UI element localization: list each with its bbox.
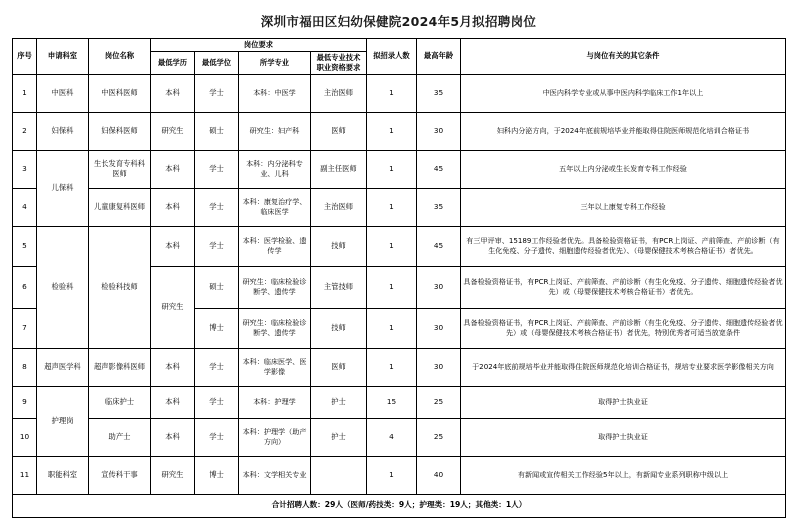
cell-major: 本科：临床医学、医学影像 bbox=[239, 348, 311, 386]
cell-post: 生长发育专科科医师 bbox=[89, 150, 151, 188]
cell-dept: 超声医学科 bbox=[37, 348, 89, 386]
table-row bbox=[13, 456, 786, 494]
cell-major: 本科：内分泌科专业、儿科 bbox=[239, 150, 311, 188]
cell-major: 本科：中医学 bbox=[239, 74, 311, 112]
table-row bbox=[13, 112, 786, 150]
cell-degree: 学士 bbox=[195, 150, 239, 188]
cell-num: 15 bbox=[367, 386, 417, 418]
page-title: 深圳市福田区妇幼保健院2024年5月拟招聘岗位 bbox=[260, 14, 537, 29]
cell-num: 1 bbox=[367, 226, 417, 266]
cell-age: 30 bbox=[417, 266, 461, 308]
cell-post: 助产士 bbox=[89, 418, 151, 456]
cell-no: 9 bbox=[13, 386, 37, 418]
cell-title: 主治医师 bbox=[311, 188, 367, 226]
cell-edu: 本科 bbox=[151, 150, 195, 188]
cell-no: 10 bbox=[13, 418, 37, 456]
cell-other: 取得护士执业证 bbox=[461, 386, 786, 418]
cell-dept: 职能科室 bbox=[37, 456, 89, 494]
column-header-no: 序号 bbox=[13, 39, 37, 75]
cell-other: 妇科内分泌方向，于2024年底前规培毕业并能取得住院医师规范化培训合格证书 bbox=[461, 112, 786, 150]
cell-other: 于2024年底前规培毕业并能取得住院医师规范化培训合格证书，规培专业要求医学影像相关方向 bbox=[461, 348, 786, 386]
cell-major: 本科：医学检验、遗传学 bbox=[239, 226, 311, 266]
cell-edu: 本科 bbox=[151, 348, 195, 386]
cell-no: 7 bbox=[13, 308, 37, 348]
cell-degree: 学士 bbox=[195, 418, 239, 456]
cell-degree: 学士 bbox=[195, 226, 239, 266]
cell-edu: 本科 bbox=[151, 226, 195, 266]
cell-title: 护士 bbox=[311, 386, 367, 418]
cell-other: 中医内科学专业或从事中医内科学临床工作1年以上 bbox=[461, 74, 786, 112]
cell-age: 30 bbox=[417, 112, 461, 150]
column-header-age: 最高年龄 bbox=[417, 39, 461, 75]
cell-dept: 护理岗 bbox=[37, 386, 89, 456]
cell-no: 3 bbox=[13, 150, 37, 188]
cell-other: 有三甲评审、15189工作经验者优先。具备检验资格证书，有PCR上岗证、产前筛查、产前诊断（有生化免疫、分子遗传、细胞遗传经验者优先）、（母婴保健技术考核合格证书）者优先。 bbox=[461, 226, 786, 266]
cell-edu: 研究生 bbox=[151, 266, 195, 348]
cell-degree: 学士 bbox=[195, 386, 239, 418]
cell-edu: 研究生 bbox=[151, 112, 195, 150]
table-row bbox=[13, 418, 786, 456]
cell-degree: 博士 bbox=[195, 456, 239, 494]
cell-num: 1 bbox=[367, 150, 417, 188]
cell-other: 有新闻或宣传相关工作经验5年以上，有新闻专业系列职称中级以上 bbox=[461, 456, 786, 494]
cell-other: 具备检验资格证书，有PCR上岗证、产前筛查、产前诊断（有生化免疫、分子遗传、细胞遗传经验者优先）或（母婴保健技术考核合格证书）者优先，特别优秀者可适当放宽条件 bbox=[461, 308, 786, 348]
cell-dept: 中医科 bbox=[37, 74, 89, 112]
cell-no: 4 bbox=[13, 188, 37, 226]
cell-age: 45 bbox=[417, 150, 461, 188]
cell-edu: 本科 bbox=[151, 418, 195, 456]
cell-title: 技师 bbox=[311, 226, 367, 266]
cell-title: 医师 bbox=[311, 112, 367, 150]
cell-title: 医师 bbox=[311, 348, 367, 386]
cell-degree: 学士 bbox=[195, 74, 239, 112]
table-row bbox=[13, 386, 786, 418]
table-row bbox=[13, 226, 786, 266]
table-row bbox=[13, 150, 786, 188]
cell-degree: 硕士 bbox=[195, 112, 239, 150]
cell-dept: 检验科 bbox=[37, 226, 89, 348]
table-header bbox=[13, 39, 786, 75]
cell-no: 1 bbox=[13, 74, 37, 112]
cell-post: 宣传科干事 bbox=[89, 456, 151, 494]
cell-dept: 妇保科 bbox=[37, 112, 89, 150]
cell-title: 护士 bbox=[311, 418, 367, 456]
cell-degree: 学士 bbox=[195, 188, 239, 226]
cell-title: 技师 bbox=[311, 308, 367, 348]
cell-no: 5 bbox=[13, 226, 37, 266]
column-header-post: 岗位名称 bbox=[89, 39, 151, 75]
recruitment-table bbox=[12, 38, 786, 518]
cell-major: 本科：康复治疗学、临床医学 bbox=[239, 188, 311, 226]
cell-degree: 学士 bbox=[195, 348, 239, 386]
cell-major: 研究生：临床检验诊断学、遗传学 bbox=[239, 266, 311, 308]
column-header-dept: 申请科室 bbox=[37, 39, 89, 75]
cell-age: 25 bbox=[417, 418, 461, 456]
cell-post: 超声影像科医师 bbox=[89, 348, 151, 386]
cell-age: 35 bbox=[417, 74, 461, 112]
table-body bbox=[13, 74, 786, 517]
cell-num: 1 bbox=[367, 266, 417, 308]
cell-post: 儿童康复科医师 bbox=[89, 188, 151, 226]
cell-num: 1 bbox=[367, 188, 417, 226]
cell-edu: 本科 bbox=[151, 74, 195, 112]
cell-post: 检验科技师 bbox=[89, 226, 151, 348]
table-row bbox=[13, 188, 786, 226]
table-row bbox=[13, 348, 786, 386]
column-header-degree: 最低学位 bbox=[195, 51, 239, 74]
cell-other: 取得护士执业证 bbox=[461, 418, 786, 456]
cell-degree: 博士 bbox=[195, 308, 239, 348]
cell-num: 1 bbox=[367, 74, 417, 112]
cell-age: 25 bbox=[417, 386, 461, 418]
cell-major: 本科：护理学（助产方向） bbox=[239, 418, 311, 456]
cell-edu: 研究生 bbox=[151, 456, 195, 494]
table-header-row-group bbox=[13, 39, 786, 52]
cell-num: 1 bbox=[367, 112, 417, 150]
cell-major: 本科：护理学 bbox=[239, 386, 311, 418]
cell-age: 35 bbox=[417, 188, 461, 226]
cell-no: 11 bbox=[13, 456, 37, 494]
cell-num: 1 bbox=[367, 348, 417, 386]
cell-other: 具备检验资格证书，有PCR上岗证、产前筛查、产前诊断（有生化免疫、分子遗传、细胞遗传经验者优先）或（母婴保健技术考核合格证书）者优先。 bbox=[461, 266, 786, 308]
column-header-requirements-group: 岗位要求 bbox=[151, 39, 367, 52]
cell-post: 中医科医师 bbox=[89, 74, 151, 112]
column-header-title: 最低专业技术职业资格要求 bbox=[311, 51, 367, 74]
cell-no: 6 bbox=[13, 266, 37, 308]
summary-text: 合计招聘人数：29人（医师/药技类：9人；护理类：19人；其他类：1人） bbox=[13, 494, 786, 517]
cell-post: 临床护士 bbox=[89, 386, 151, 418]
cell-no: 2 bbox=[13, 112, 37, 150]
cell-other: 五年以上内分泌或生长发育专科工作经验 bbox=[461, 150, 786, 188]
cell-num: 1 bbox=[367, 456, 417, 494]
cell-no: 8 bbox=[13, 348, 37, 386]
cell-age: 30 bbox=[417, 308, 461, 348]
cell-dept: 儿保科 bbox=[37, 150, 89, 226]
cell-other: 三年以上康复专科工作经验 bbox=[461, 188, 786, 226]
cell-num: 1 bbox=[367, 308, 417, 348]
cell-title: 主管技师 bbox=[311, 266, 367, 308]
cell-age: 45 bbox=[417, 226, 461, 266]
cell-major: 本科：文学相关专业 bbox=[239, 456, 311, 494]
cell-edu: 本科 bbox=[151, 188, 195, 226]
cell-edu: 本科 bbox=[151, 386, 195, 418]
column-header-major: 所学专业 bbox=[239, 51, 311, 74]
cell-age: 30 bbox=[417, 348, 461, 386]
column-header-num: 拟招录人数 bbox=[367, 39, 417, 75]
cell-post: 妇保科医师 bbox=[89, 112, 151, 150]
cell-degree: 硕士 bbox=[195, 266, 239, 308]
cell-title bbox=[311, 456, 367, 494]
cell-title: 副主任医师 bbox=[311, 150, 367, 188]
column-header-other: 与岗位有关的其它条件 bbox=[461, 39, 786, 75]
cell-major: 研究生：妇产科 bbox=[239, 112, 311, 150]
cell-num: 4 bbox=[367, 418, 417, 456]
cell-age: 40 bbox=[417, 456, 461, 494]
cell-title: 主治医师 bbox=[311, 74, 367, 112]
table-row bbox=[13, 74, 786, 112]
column-header-edu: 最低学历 bbox=[151, 51, 195, 74]
cell-major: 研究生：临床检验诊断学、遗传学 bbox=[239, 308, 311, 348]
table-summary-row bbox=[13, 494, 786, 517]
